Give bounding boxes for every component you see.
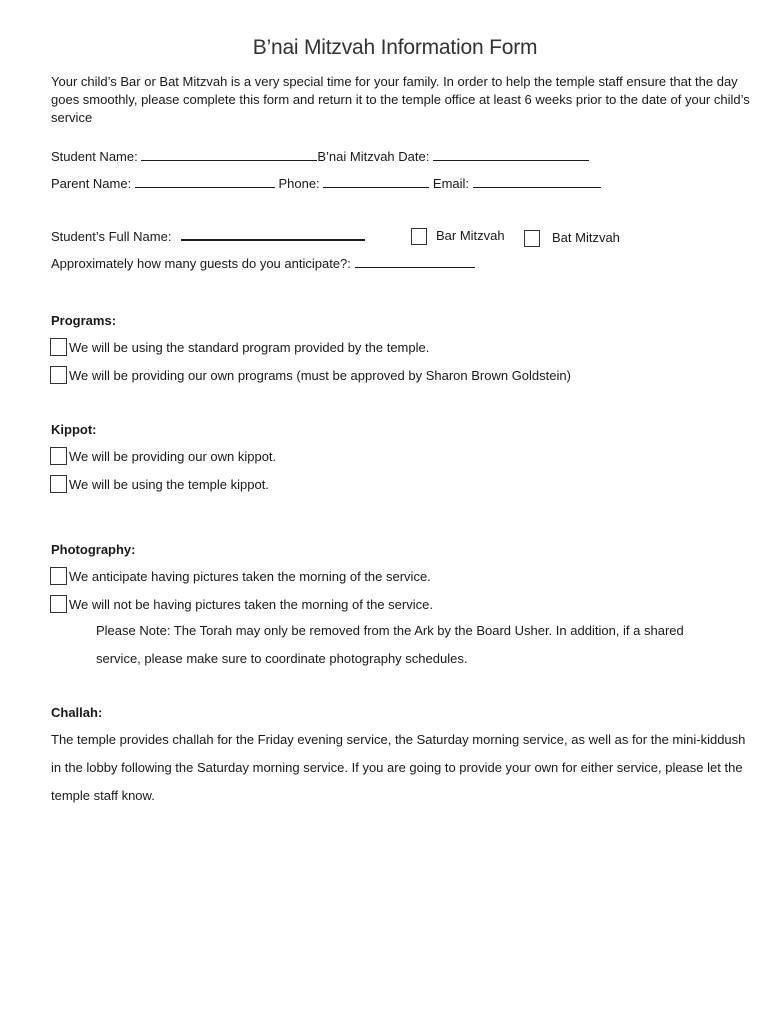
photography-option-label: We anticipate having pictures taken the morning of the service. [69, 569, 431, 584]
programs-heading: Programs: [51, 313, 117, 328]
student-full-name-field[interactable] [181, 227, 365, 241]
guests-field[interactable] [355, 255, 475, 268]
programs-option-checkbox[interactable] [50, 338, 67, 356]
photography-heading: Photography: [51, 542, 136, 557]
student-name-row [51, 148, 589, 166]
student-full-name-row [51, 227, 365, 246]
phone-label: Phone: [278, 176, 320, 191]
challah-heading: Challah: [51, 705, 103, 720]
parent-name-label: Parent Name: [51, 176, 132, 191]
email-field[interactable] [473, 175, 601, 188]
bar-mitzvah-checkbox[interactable] [411, 228, 427, 245]
bnai-mitzvah-date-label: B’nai Mitzvah Date: [317, 149, 430, 164]
programs-option-label: We will be using the standard program provided by the temple. [69, 340, 430, 355]
photography-option-label: We will not be having pictures taken the morning of the service. [69, 597, 433, 612]
phone-field[interactable] [323, 175, 429, 188]
challah-text: The temple provides challah for the Friday evening service, the Saturday morning service, as well as for the mini-kiddush in the lobby following the Saturday morning service. If you are going to provide your own for either service, please let the temple staff know. [51, 732, 746, 803]
parent-info-row [51, 175, 601, 193]
bnai-mitzvah-date-field[interactable] [433, 148, 589, 161]
photography-option-checkbox[interactable] [50, 567, 67, 585]
email-label: Email: [432, 176, 470, 191]
programs-option-checkbox[interactable] [50, 366, 67, 384]
programs-option-label: We will be providing our own programs (must be approved by Sharon Brown Goldstein) [69, 368, 571, 383]
intro-paragraph: Your child’s Bar or Bat Mitzvah is a very special time for your family. In order to help the temple staff ensure that the day goes smoothly, please complete this form and return it to the temple office at least 6 weeks prior to the date of your child’s service [51, 74, 750, 125]
bar-mitzvah-label: Bar Mitzvah [436, 228, 505, 243]
student-name-field[interactable] [141, 148, 317, 161]
photography-note: Please Note: The Torah may only be removed from the Ark by the Board Usher. In addition, if a shared service, please make sure to coordinate photography schedules. [96, 623, 684, 666]
parent-name-field[interactable] [135, 175, 275, 188]
form-title: B’nai Mitzvah Information Form [252, 36, 538, 59]
student-full-name-label: Student’s Full Name: [51, 229, 172, 244]
kippot-option-label: We will be providing our own kippot. [69, 449, 277, 464]
kippot-option-checkbox[interactable] [50, 447, 67, 465]
guests-label: Approximately how many guests do you anticipate?: [51, 256, 351, 271]
bat-mitzvah-checkbox[interactable] [524, 230, 540, 247]
kippot-option-checkbox[interactable] [50, 475, 67, 493]
photography-option-checkbox[interactable] [50, 595, 67, 613]
student-name-label: Student Name: [51, 149, 138, 164]
kippot-option-label: We will be using the temple kippot. [69, 477, 269, 492]
bat-mitzvah-label: Bat Mitzvah [552, 230, 620, 245]
kippot-heading: Kippot: [51, 422, 97, 437]
guests-row [51, 255, 475, 273]
